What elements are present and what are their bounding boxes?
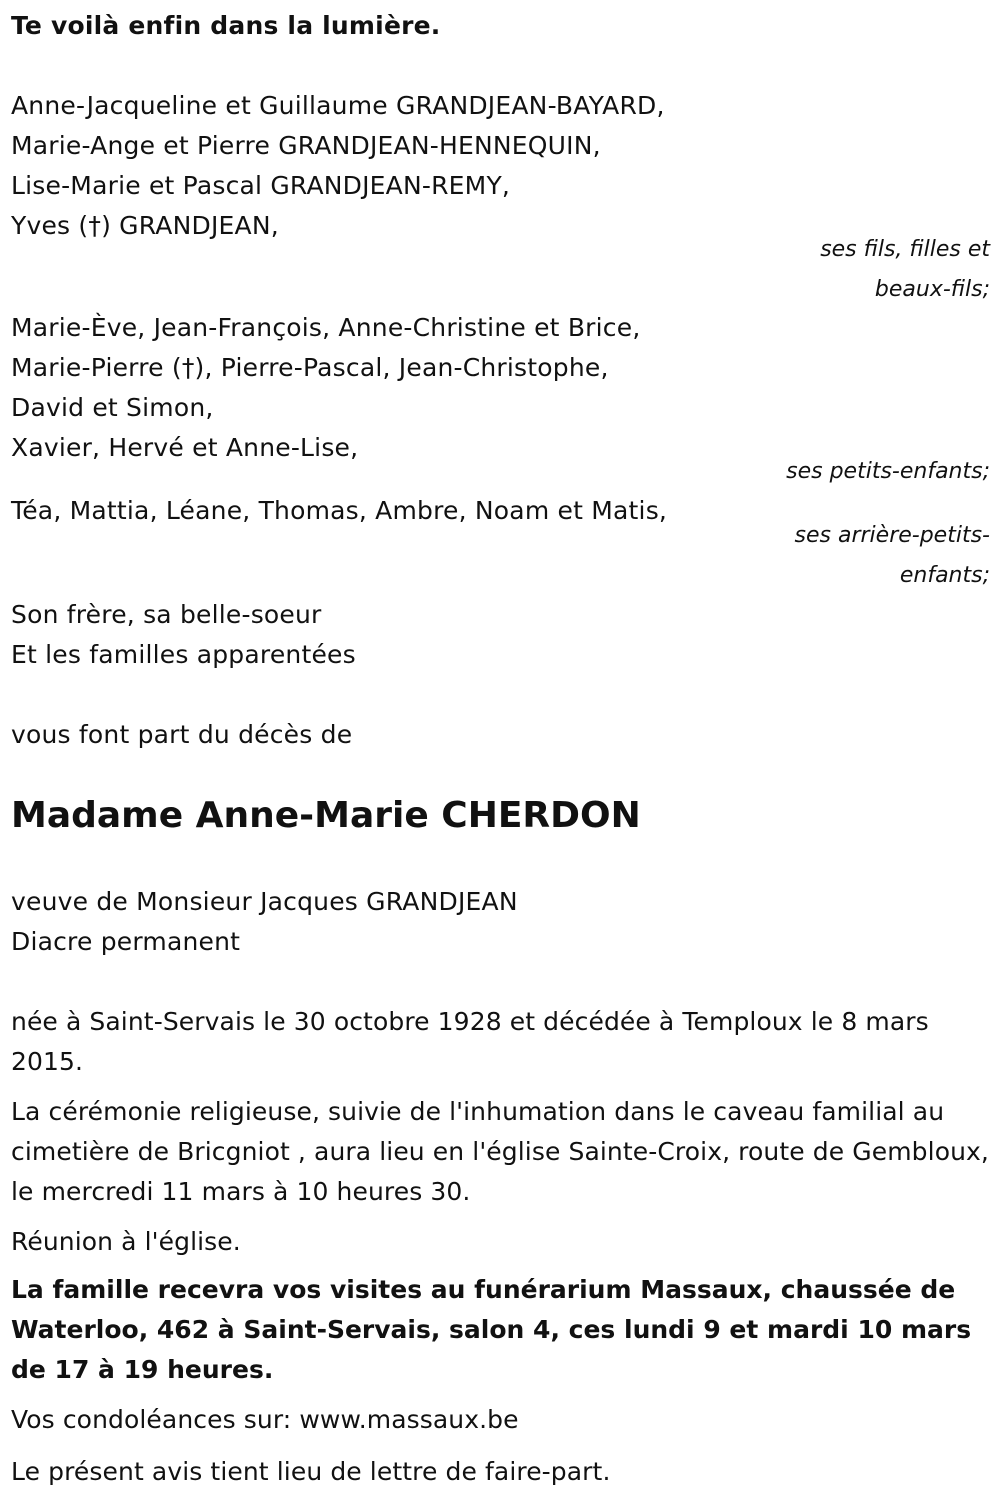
family-line: Et les familles apparentées — [11, 640, 356, 669]
child-line: Marie-Ange et Pierre GRANDJEAN-HENNEQUIN, — [11, 131, 601, 160]
ceremony-paragraph: La cérémonie religieuse, suivie de l'inhumation dans le caveau familial au cimetière de Bricgniot , aura lieu en l'église Sainte-Croix, route de Gembloux, le mercredi 11 mars à 10 heures 30. — [11, 1097, 989, 1206]
grandchild-line: Marie-Ève, Jean-François, Anne-Christine et Brice, — [11, 313, 641, 342]
grandchild-line: Xavier, Hervé et Anne-Lise, — [11, 433, 359, 462]
family-line: Son frère, sa belle-soeur — [11, 600, 322, 629]
child-line: Anne-Jacqueline et Guillaume GRANDJEAN-BAYARD, — [11, 91, 665, 120]
spouse-title-line: Diacre permanent — [11, 927, 241, 956]
condolences-paragraph: Vos condoléances sur: www.massaux.be — [11, 1405, 519, 1434]
great-grandchildren-role-cont: enfants; — [899, 563, 990, 588]
deceased-name: Madame Anne-Marie CHERDON — [11, 795, 641, 836]
grandchild-line: Marie-Pierre (†), Pierre-Pascal, Jean-Christophe, — [11, 353, 609, 382]
meeting-paragraph: Réunion à l'église. — [11, 1227, 241, 1256]
grandchildren-role: ses petits-enfants; — [786, 459, 990, 484]
children-role-cont: beaux-fils; — [874, 277, 990, 302]
visits-paragraph: La famille recevra vos visites au funérarium Massaux, chaussée de Waterloo, 462 à Saint-Servais, salon 4, ces lundi 9 et mardi 10 mars de 17 à 19 heures. — [11, 1275, 972, 1384]
great-grandchildren-role: ses arrière-petits- — [794, 523, 990, 548]
great-grandchild-line: Téa, Mattia, Léane, Thomas, Ambre, Noam et Matis, — [11, 496, 668, 525]
widow-of-line: veuve de Monsieur Jacques GRANDJEAN — [11, 887, 518, 916]
notice-paragraph: Le présent avis tient lieu de lettre de faire-part. — [11, 1457, 611, 1486]
birth-death-paragraph: née à Saint-Servais le 30 octobre 1928 et décédée à Temploux le 8 mars 2015. — [11, 1007, 929, 1076]
child-line: Yves (†) GRANDJEAN, — [11, 211, 279, 240]
children-role: ses fils, filles et — [820, 237, 990, 262]
grandchild-line: David et Simon, — [11, 393, 214, 422]
child-line: Lise-Marie et Pascal GRANDJEAN-REMY, — [11, 171, 511, 200]
intro-line: Te voilà enfin dans la lumière. — [11, 11, 441, 40]
announce-line: vous font part du décès de — [11, 720, 353, 749]
